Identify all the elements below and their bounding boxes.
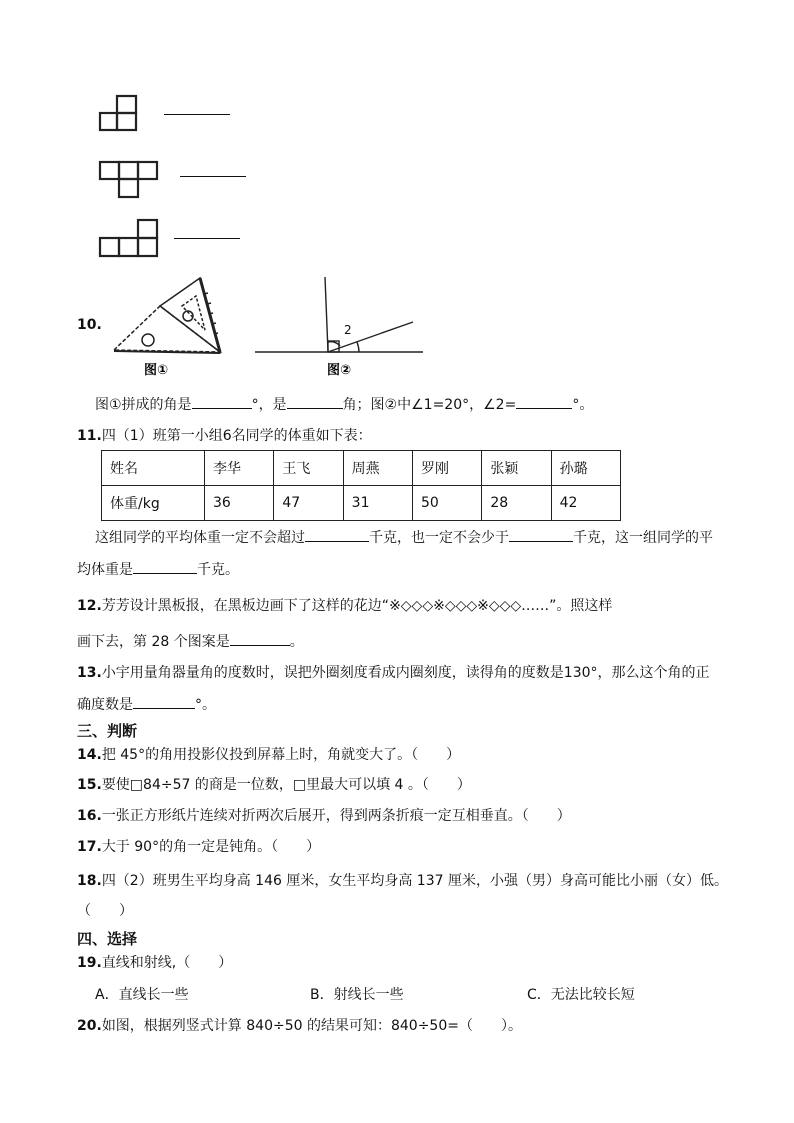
q12-line-1: 12.芳芳设计黑板报，在黑板边画下了这样的花边“※◇◇◇※◇◇◇※◇◇◇……”。照这样 [77, 598, 613, 614]
q11-line-2: 均体重是 千克。 [77, 559, 239, 579]
table-cell: 罗刚 [412, 451, 481, 486]
figure-1-label: 图① [144, 363, 169, 378]
q13-line-1: 13.小宇用量角器量角的度数时，误把外圈刻度看成内圈刻度，读得角的度数是130°，那么这个角的正 [77, 665, 710, 681]
q19: 19.直线和射线,（ ） [77, 955, 233, 971]
q10-number: 10. [77, 317, 102, 333]
q10-blank-3[interactable] [516, 394, 572, 409]
figure-2-angles [255, 272, 430, 377]
q18-line-2: （ ） [77, 903, 133, 919]
q9-blank-2[interactable] [180, 162, 246, 177]
q11-blank-3[interactable] [133, 559, 197, 574]
q9-blank-3[interactable] [174, 224, 240, 239]
table-cell: 张颖 [482, 451, 551, 486]
table-cell: 47 [274, 486, 343, 521]
q19-option-c[interactable]: C．无法比较长短 [527, 987, 635, 1003]
q10-text: 图①拼成的角是 °，是 角；图②中∠1=20°，∠2= °。 [95, 394, 593, 414]
section-3-heading: 三、判断 [77, 722, 138, 740]
angle-2-mark: 2 [344, 323, 352, 337]
q15: 15.要使□84÷57 的商是一位数，□里最大可以填 4 。（ ） [77, 777, 471, 793]
table-cell: 50 [412, 486, 481, 521]
q9-blank-1[interactable] [164, 100, 230, 115]
q13-blank[interactable] [133, 694, 195, 709]
table-cell: 31 [343, 486, 412, 521]
q11-line-1: 这组同学的平均体重一定不会超过 千克，也一定不会少于 千克，这一组同学的平 [95, 527, 713, 547]
q11-blank-2[interactable] [509, 527, 573, 542]
section-4-heading: 四、选择 [77, 930, 138, 948]
table-cell: 姓名 [102, 451, 205, 486]
q18-line-1: 18.四（2）班男生平均身高 146 厘米，女生平均身高 137 厘米，小强（男）身高可能比小丽（女）低。 [77, 873, 728, 889]
weight-table [101, 450, 621, 521]
q11-blank-1[interactable] [305, 527, 369, 542]
table-cell: 28 [482, 486, 551, 521]
q13-line-2: 确度数是 °。 [77, 694, 216, 714]
q12-line-2: 画下去，第 28 个图案是 。 [77, 631, 304, 651]
table-row [102, 451, 621, 486]
q20: 20.如图，根据列竖式计算 840÷50 的结果可知：840÷50=（ ）。 [77, 1018, 522, 1034]
q19-option-a[interactable]: A．直线长一些 [95, 987, 189, 1003]
q16: 16.一张正方形纸片连续对折两次后展开，得到两条折痕一定互相垂直。（ ） [77, 808, 571, 824]
table-row [102, 486, 621, 521]
figure-2-label: 图② [327, 363, 352, 378]
table-cell: 李华 [205, 451, 274, 486]
figure-1-triangle-rulers [108, 272, 233, 377]
table-cell: 王飞 [274, 451, 343, 486]
q14: 14.把 45°的角用投影仪投到屏幕上时，角就变大了。（ ） [77, 747, 461, 763]
cube-net-1 [98, 94, 148, 134]
q10-blank-1[interactable] [192, 394, 252, 409]
cube-net-3 [98, 217, 168, 262]
cube-net-2 [98, 158, 168, 203]
q17: 17.大于 90°的角一定是钝角。（ ） [77, 839, 321, 855]
table-cell: 孙璐 [551, 451, 620, 486]
table-cell: 周燕 [343, 451, 412, 486]
q19-option-b[interactable]: B．射线长一些 [310, 987, 404, 1003]
table-cell: 36 [205, 486, 274, 521]
table-cell: 42 [551, 486, 620, 521]
q12-blank[interactable] [230, 631, 290, 646]
table-cell: 体重/kg [102, 486, 205, 521]
q10-blank-2[interactable] [287, 394, 343, 409]
q11-stem: 11.四（1）班第一小组6名同学的体重如下表： [77, 428, 372, 444]
